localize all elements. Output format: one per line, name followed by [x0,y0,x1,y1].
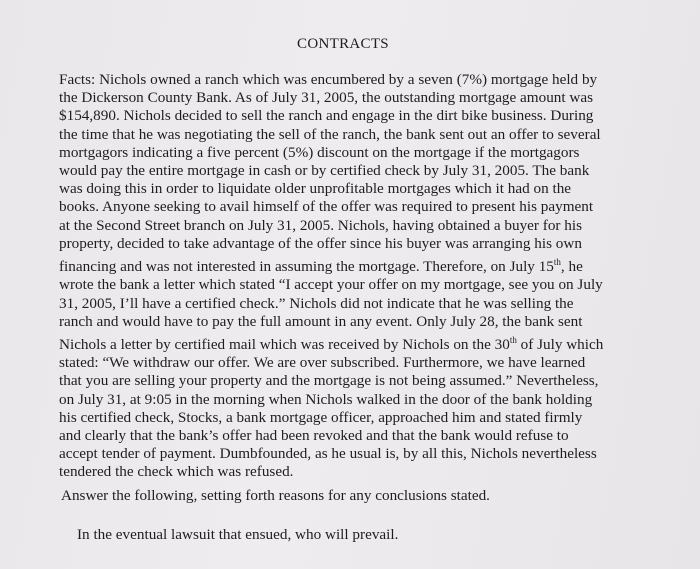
facts-line: the Dickerson County Bank. As of July 31, 2005, the outstanding mortgage amount was [59,89,594,107]
facts-line: his certified check, Stocks, a bank mortgage officer, approached him and stated firmly [59,408,583,426]
question-instruction: Answer the following, setting forth reasons for any conclusions stated. [61,487,490,504]
facts-line: that you are selling your property and the mortgage is not being assumed.” Nevertheless, [59,372,599,390]
document-title: CONTRACTS [297,36,389,52]
facts-line: mortgagors indicating a five percent (5%) discount on the mortgage if the mortgagors [59,143,580,161]
facts-line: $154,890. Nichols decided to sell the ranch and engage in the dirt bike business. During [59,107,594,125]
question-prompt: In the eventual lawsuit that ensued, who will prevail. [77,526,399,543]
facts-line: tendered the check which was refused. [59,463,294,481]
facts-paragraph [59,71,634,482]
ordinal-suffix: th [509,334,517,345]
facts-line: accept tender of payment. Dumbfounded, as he usual is, by all this, Nichols nevertheless [59,445,597,463]
facts-line: Facts: Nichols owned a ranch which was encumbered by a seven (7%) mortgage held by [59,71,598,88]
facts-line: stated: “We withdraw our offer. We are over subscribed. Furthermore, we have learned [59,354,586,372]
ordinal-suffix: th [553,257,561,268]
facts-line: and clearly that the bank’s offer had been revoked and that the bank would refuse to [59,426,569,444]
facts-line: Nichols a letter by certified mail which was received by Nichols on the 30th of July which [59,334,604,353]
facts-line: was doing this in order to liquidate older unprofitable mortgages which it had on the [59,180,572,198]
facts-line: at the Second Street branch on July 31, 2005. Nichols, having obtained a buyer for his [59,216,583,234]
facts-line: 31, 2005, I’ll have a certified check.” Nichols did not indicate that he was selling the [59,294,574,312]
facts-line: would pay the entire mortgage in cash or by certified check by July 31, 2005. The bank [59,162,590,180]
facts-line: on July 31, at 9:05 in the morning when Nichols walked in the door of the bank holding [59,390,593,408]
facts-line: the time that he was negotiating the sell of the ranch, the bank sent out an offer to several [59,125,601,143]
facts-line: property, decided to take advantage of the offer since his buyer was arranging his own [59,234,582,252]
facts-line: books. Anyone seeking to avail himself of the offer was required to present his payment [59,198,594,216]
facts-line: wrote the bank a letter which stated “I accept your offer on my mortgage, see you on July [59,276,603,294]
facts-line: financing and was not interested in assuming the mortgage. Therefore, on July 15th, he [59,257,583,276]
facts-line: ranch and would have to pay the full amount in any event. Only July 28, the bank sent [59,312,583,330]
